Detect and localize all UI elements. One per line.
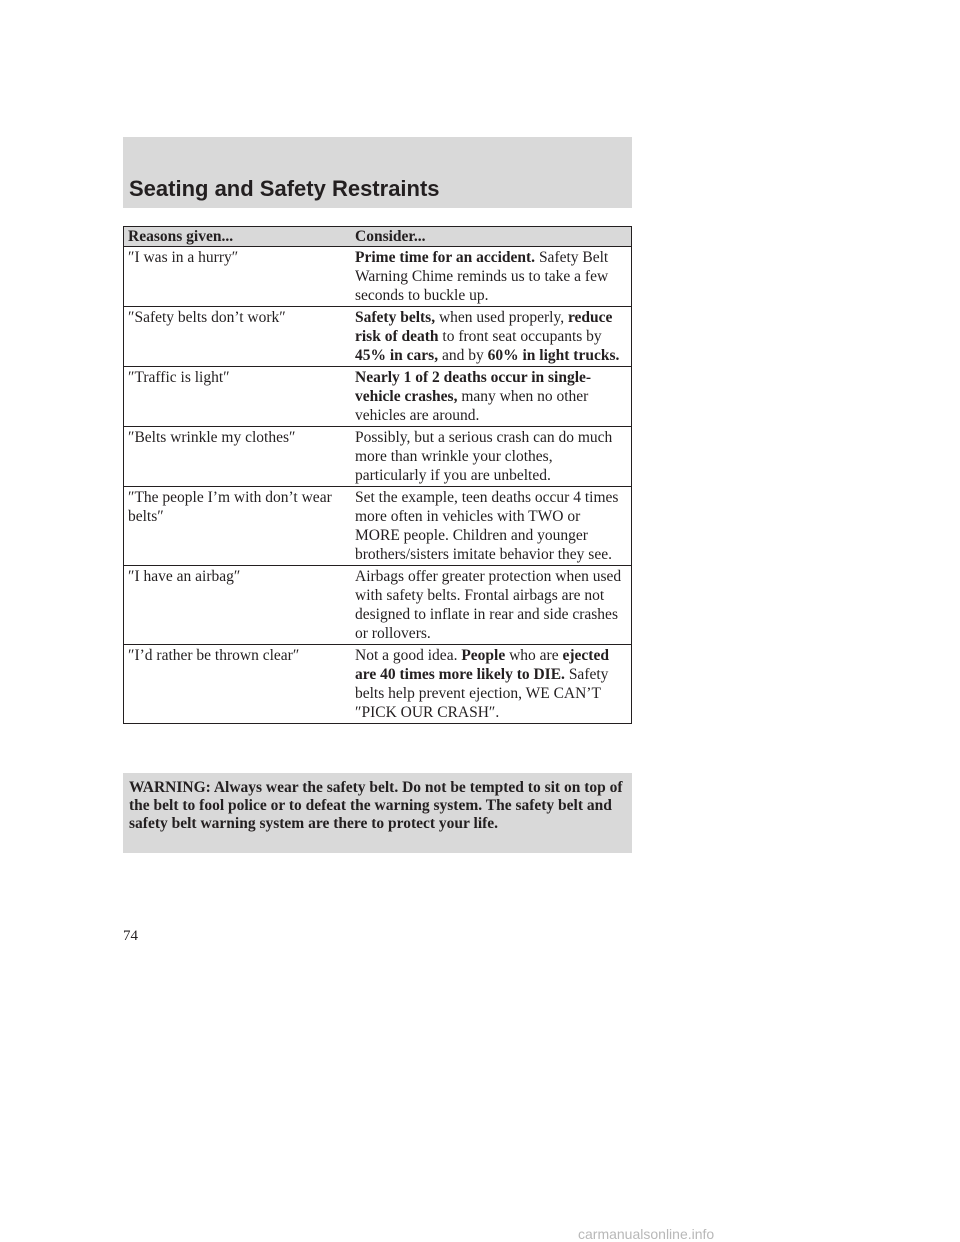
- reason-cell: ″I’d rather be thrown clear″: [124, 645, 352, 724]
- consider-cell: [351, 566, 632, 645]
- column-header-consider: Consider...: [351, 227, 632, 247]
- table-row: [124, 645, 632, 724]
- consider-text: Not a good idea.: [355, 647, 462, 664]
- consider-bold-text: ejected are 40 times more likely to DIE.: [355, 647, 609, 683]
- consider-bold-text: Safety belts,: [355, 309, 436, 326]
- consider-cell: [351, 645, 632, 724]
- consider-text: to front seat occupants by: [438, 328, 602, 345]
- consider-cell: [351, 247, 632, 307]
- table-row: [124, 566, 632, 645]
- consider-bold-text: Prime time for an accident.: [355, 249, 536, 266]
- consider-bold-text: 45% in cars,: [355, 347, 439, 364]
- table-row: [124, 367, 632, 427]
- reason-cell: ″Traffic is light″: [124, 367, 352, 427]
- table-body: [124, 247, 632, 724]
- table-row: [124, 247, 632, 307]
- consider-text: Set the example, teen deaths occur 4 times more often in vehicles with TWO or MORE people. Children and younger brothers/sisters imitate behavior they see.: [355, 489, 619, 563]
- consider-text: Possibly, but a serious crash can do much more than wrinkle your clothes, particularly if you are unbelted.: [355, 429, 613, 484]
- table-row: [124, 307, 632, 367]
- consider-cell: [351, 487, 632, 566]
- consider-text: and by: [438, 347, 488, 364]
- consider-bold-text: reduce risk of death: [355, 309, 613, 345]
- consider-cell: [351, 367, 632, 427]
- section-title: Seating and Safety Restraints: [129, 176, 440, 201]
- consider-bold-text: People: [461, 647, 506, 664]
- warning-box: [123, 773, 632, 853]
- column-header-reasons: Reasons given...: [124, 227, 352, 247]
- consider-text: who are: [505, 647, 563, 664]
- consider-text: Safety belts help prevent ejection, WE CAN’T ″PICK OUR CRASH″.: [355, 666, 609, 721]
- consider-cell: [351, 427, 632, 487]
- table-row: [124, 427, 632, 487]
- page-number: 74: [123, 928, 138, 944]
- consider-cell: [351, 307, 632, 367]
- consider-bold-text: Nearly 1 of 2 deaths occur in single-vehicle crashes,: [355, 369, 592, 405]
- consider-bold-text: 60% in light trucks.: [487, 347, 620, 364]
- reasons-table: [123, 226, 632, 724]
- table-header-row: [124, 227, 632, 247]
- consider-text: Airbags offer greater protection when used with safety belts. Frontal airbags are not designed to inflate in rear and side crashes or rollovers.: [355, 568, 622, 642]
- consider-text: when used properly,: [435, 309, 568, 326]
- consider-text: many when no other vehicles are around.: [355, 388, 589, 424]
- reason-cell: ″Safety belts don’t work″: [124, 307, 352, 367]
- reason-cell: ″I have an airbag″: [124, 566, 352, 645]
- section-header: [123, 137, 632, 208]
- watermark: carmanualsonline.info: [578, 1226, 715, 1242]
- reason-cell: ″I was in a hurry″: [124, 247, 352, 307]
- warning-text: WARNING: Always wear the safety belt. Do not be tempted to sit on top of the belt to fool police or to defeat the warning system. The safety belt and safety belt warning system are there to protect your life.: [129, 779, 623, 832]
- consider-text: Safety Belt Warning Chime reminds us to take a few seconds to buckle up.: [355, 249, 609, 304]
- reason-cell: ″Belts wrinkle my clothes″: [124, 427, 352, 487]
- reason-cell: ″The people I’m with don’t wear belts″: [124, 487, 352, 566]
- table-row: [124, 487, 632, 566]
